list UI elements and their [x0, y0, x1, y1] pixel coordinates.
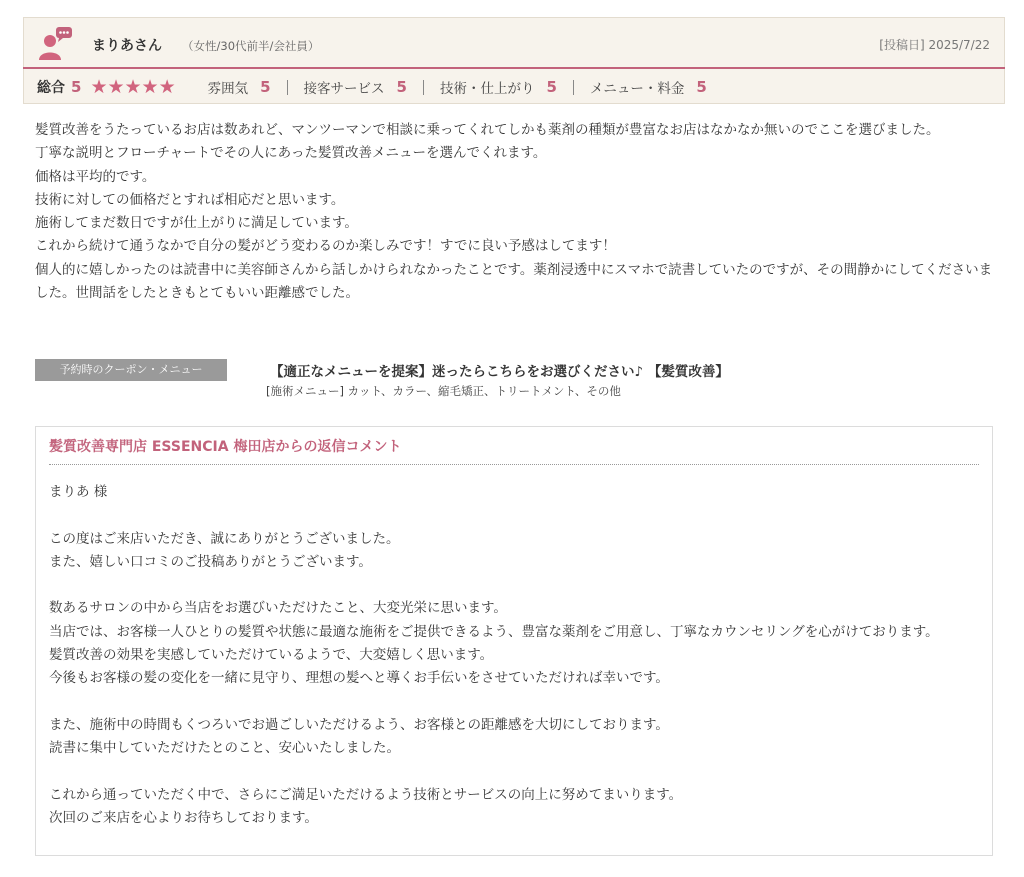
rating-score: 5 — [546, 78, 557, 96]
reply-line: この度はご来店いただき、誠にありがとうございました。 — [49, 530, 400, 547]
reply-text — [49, 481, 979, 830]
user-comment-icon — [38, 26, 74, 62]
rating-label: メニュー・料金 — [589, 81, 685, 97]
review-line: 丁寧な説明とフローチャートでその人にあった髪質改善メニューを選んでくれます。 — [35, 145, 547, 162]
rating-item-technique — [440, 77, 557, 97]
rating-score: 5 — [260, 78, 271, 96]
review-line: これから続けて通うなかで自分の髪がどう変わるのか楽しみです！すでに良い予感はしてます！ — [35, 238, 616, 255]
review-line: 個人的に嬉しかったのは読書中に美容師さんから話しかけられなかったことです。薬剤浸透中にスマホで読書していたのですが、その間静かにしてくださいました。世間話をしたときもとてもいい距離感でした。 — [35, 261, 993, 302]
total-rating-score: 5 — [71, 78, 82, 96]
salon-reply — [35, 426, 993, 856]
reply-line: 読書に集中していただけたとのこと、安心いたしました。 — [49, 740, 400, 757]
rating-score: 5 — [696, 78, 707, 96]
review-line: 技術に対しての価格だとすれば相応だと思います。 — [35, 191, 345, 208]
reply-line: 数あるサロンの中から当店をお選びいただけたこと、大変光栄に思います。 — [49, 600, 507, 617]
rating-label: 技術・仕上がり — [439, 81, 535, 97]
ratings-bar — [23, 69, 1005, 104]
rating-item-menu-price — [590, 77, 707, 97]
reply-line: 当店では、お客様一人ひとりの髪質や状態に最適な施術をご提供できるよう、豊富な薬剤をご用意し、丁寧なカウンセリングを心がけております。 — [49, 623, 939, 640]
reply-divider — [49, 464, 979, 465]
reply-line: また、施術中の時間もくつろいでお過ごしいただけるよう、お客様との距離感を大切にしております。 — [49, 716, 669, 733]
reply-line: これから通っていただく中で、さらにご満足いただけるよう技術とサービスの向上に努めてまいります。 — [49, 786, 683, 803]
reply-line: 髪質改善の効果を実感していただけているようで、大変嬉しく思います。 — [49, 647, 494, 664]
review-line: 価格は平均的です。 — [35, 168, 156, 185]
rating-label: 接客サービス — [303, 81, 385, 97]
post-date: [投稿日] 2025/7/22 — [879, 38, 990, 52]
reviewer-name[interactable]: まりあさん — [92, 38, 162, 54]
coupon-title[interactable]: 【適正なメニューを提案】迷ったらこちらをお選びください♪ 【髪質改善】 — [270, 364, 729, 380]
rating-label: 雰囲気 — [207, 81, 249, 97]
rating-divider — [573, 80, 574, 95]
coupon-menu: [施術メニュー] カット、カラー、縮毛矯正、トリートメント、その他 — [266, 384, 621, 398]
reply-line: まりあ 様 — [49, 484, 108, 500]
rating-divider — [423, 80, 424, 95]
reviewer-meta: （女性/30代前半/会社員） — [182, 39, 320, 53]
review-line: 髪質改善をうたっているお店は数あれど、マンツーマンで相談に乗ってくれてしかも薬剤の種類が豊富なお店はなかなか無いのでここを選びました。 — [35, 122, 940, 138]
review-line: 施術してまだ数日ですが仕上がりに満足しています。 — [35, 215, 358, 232]
coupon-tag: 予約時のクーポン・メニュー — [35, 359, 227, 381]
review-text — [35, 119, 995, 305]
star-icon: ★★★★★ — [90, 76, 176, 98]
reply-line: また、嬉しい口コミのご投稿ありがとうございます。 — [49, 553, 372, 570]
review-header — [23, 17, 1005, 67]
rating-score: 5 — [396, 78, 407, 96]
rating-divider — [287, 80, 288, 95]
total-rating-label: 総合 — [37, 80, 65, 96]
reply-line: 次回のご来店を心よりお待ちしております。 — [49, 810, 318, 827]
rating-item-atmosphere — [208, 77, 271, 97]
reply-line: 今後もお客様の髪の変化を一緒に見守り、理想の髪へと導くお手伝いをさせていただければ幸いです。 — [49, 670, 669, 687]
reply-title: 髪質改善専門店 ESSENCIA 梅田店からの返信コメント — [49, 439, 402, 455]
rating-item-service — [304, 77, 407, 97]
